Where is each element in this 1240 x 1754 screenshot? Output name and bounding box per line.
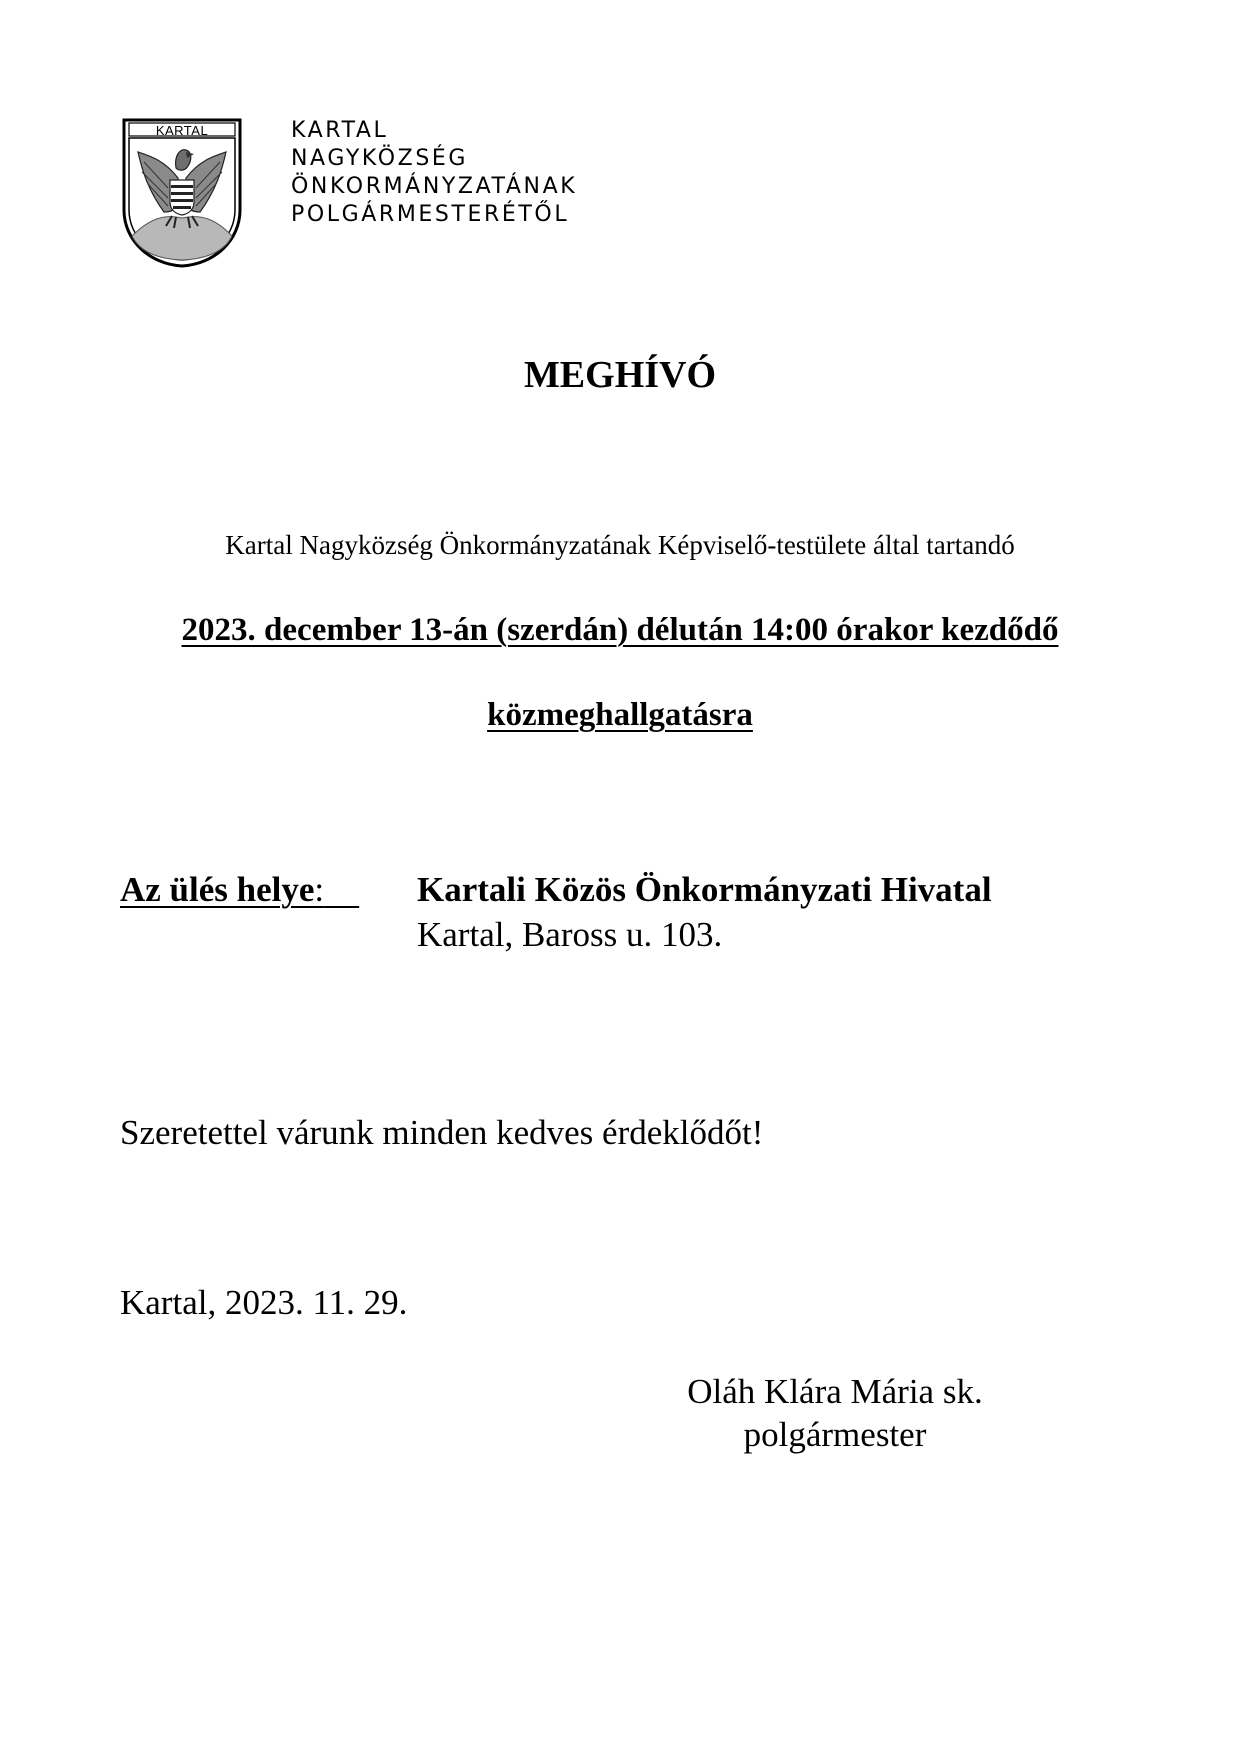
page-title: MEGHÍVÓ bbox=[523, 354, 717, 396]
signer-title: polgármester bbox=[743, 1415, 927, 1454]
event-type: közmeghallgatásra bbox=[487, 697, 753, 733]
letterhead-line: ÖNKORMÁNYZATÁNAK bbox=[291, 174, 578, 199]
letterhead-line: KARTAL bbox=[291, 118, 389, 143]
event-date-line: 2023. december 13-án (szerdán) délután 14:00 órakor kezdődő bbox=[181, 612, 1059, 648]
intro-text: Kartal Nagyközség Önkormányzatának Képviselő-testülete által tartandó bbox=[225, 530, 1015, 560]
signature-block bbox=[640, 1370, 1030, 1456]
place-date: Kartal, 2023. 11. 29. bbox=[120, 1283, 408, 1322]
venue-label-colon: : bbox=[314, 870, 325, 909]
signer-name: Oláh Klára Mária sk. bbox=[687, 1372, 983, 1411]
eagle-crest-icon bbox=[120, 118, 244, 268]
venue-label-text: Az ülés helye bbox=[120, 870, 315, 909]
venue-label bbox=[120, 870, 359, 910]
coat-of-arms bbox=[120, 118, 244, 268]
letterhead-line: POLGÁRMESTERÉTŐL bbox=[291, 202, 570, 227]
crest-label: KARTAL bbox=[155, 123, 209, 138]
letterhead bbox=[291, 117, 577, 229]
welcome-text: Szeretettel várunk minden kedves érdeklődőt! bbox=[120, 1113, 764, 1152]
venue-address: Kartal, Baross u. 103. bbox=[417, 915, 723, 954]
venue-name: Kartali Közös Önkormányzati Hivatal bbox=[417, 870, 992, 909]
letterhead-line: NAGYKÖZSÉG bbox=[291, 146, 469, 171]
